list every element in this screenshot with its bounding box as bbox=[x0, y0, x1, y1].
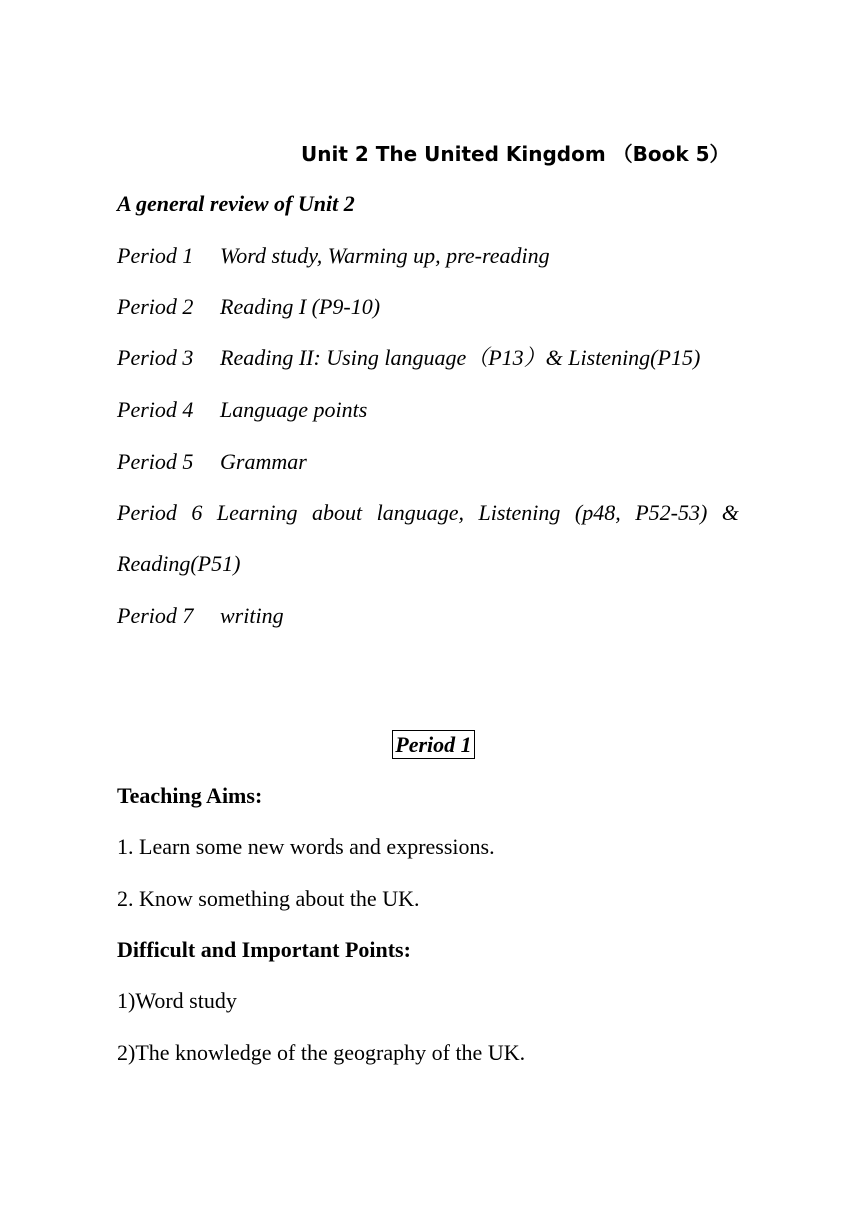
period-content: Reading II: Using language（P13）& Listening(P15) bbox=[220, 345, 701, 370]
period-word: language, bbox=[376, 500, 465, 525]
period-line-3 bbox=[117, 345, 700, 371]
period-label: Period 4 bbox=[117, 397, 194, 422]
aim-item-1: 1. Learn some new words and expressions. bbox=[117, 834, 495, 859]
period-word: Learning bbox=[216, 500, 298, 525]
period-content: Reading I (P9-10) bbox=[220, 294, 381, 319]
period-word: about bbox=[312, 500, 363, 525]
period-content: Language points bbox=[220, 397, 368, 422]
section-heading bbox=[0, 730, 860, 759]
teaching-aims-heading: Teaching Aims: bbox=[117, 783, 263, 808]
period-word: 6 bbox=[191, 500, 203, 525]
period-label: Period 3 bbox=[117, 345, 194, 370]
period-line-6 bbox=[117, 500, 739, 526]
period-line-2 bbox=[117, 294, 380, 320]
point-item-2: 2)The knowledge of the geography of the UK. bbox=[117, 1040, 526, 1065]
boxed-period-label: Period 1 bbox=[392, 730, 474, 759]
period-content: writing bbox=[220, 603, 284, 628]
point-item-1: 1)Word study bbox=[117, 988, 237, 1013]
period-word: (p48, bbox=[574, 500, 621, 525]
review-heading: A general review of Unit 2 bbox=[117, 191, 355, 216]
aim-item-2: 2. Know something about the UK. bbox=[117, 886, 420, 911]
period-word: P52-53) bbox=[635, 500, 708, 525]
period-line-5 bbox=[117, 449, 307, 475]
period-line-6-continuation: Reading(P51) bbox=[117, 551, 241, 576]
points-heading: Difficult and Important Points: bbox=[117, 937, 411, 962]
period-line-4 bbox=[117, 397, 367, 423]
period-line-7 bbox=[117, 603, 284, 629]
period-content: Grammar bbox=[220, 449, 307, 474]
period-label: Period 7 bbox=[117, 603, 194, 628]
document-title: Unit 2 The United Kingdom （Book 5） bbox=[301, 142, 730, 166]
period-content: Word study, Warming up, pre-reading bbox=[220, 243, 550, 268]
period-label: Period 5 bbox=[117, 449, 194, 474]
period-label: Period 1 bbox=[117, 243, 194, 268]
period-line-1 bbox=[117, 243, 550, 269]
period-word: Listening bbox=[478, 500, 561, 525]
period-word: & bbox=[721, 500, 739, 525]
period-label: Period 2 bbox=[117, 294, 194, 319]
period-word: Period bbox=[117, 500, 177, 525]
